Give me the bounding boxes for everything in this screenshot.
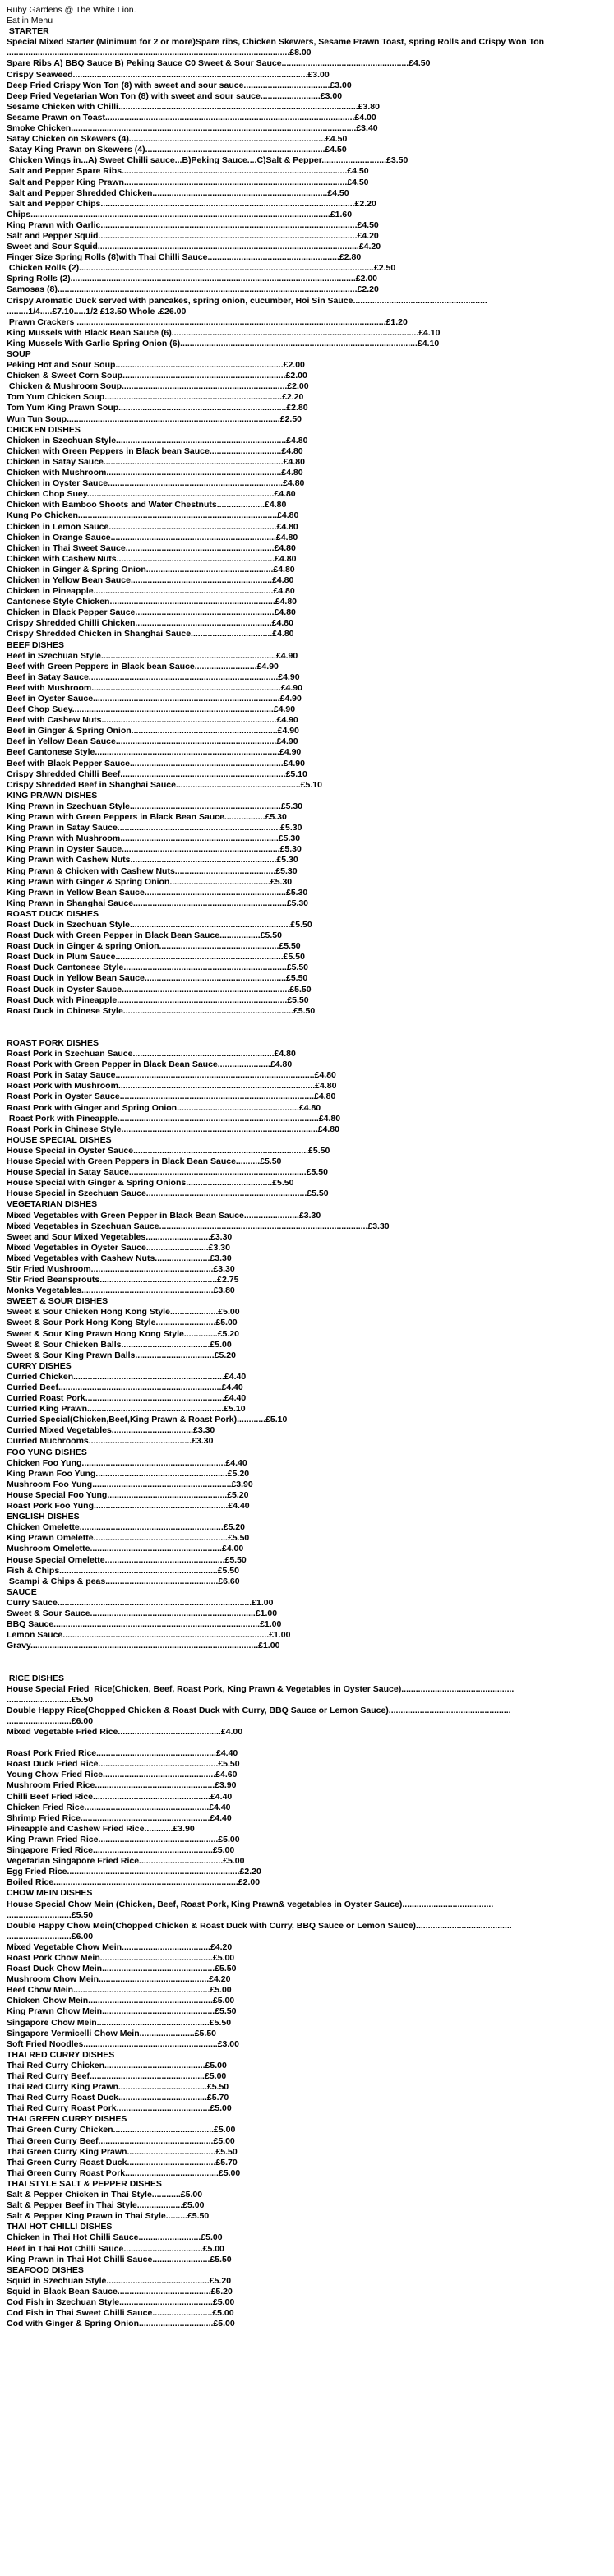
menu-item: Cod Fish in Thai Sweet Chilli Sauce.........................£5.00	[7, 2308, 234, 2319]
menu-item: Peking Hot and Sour Soup......................................................................£2.00	[7, 360, 305, 371]
restaurant-title: Ruby Gardens @ The White Lion.	[7, 5, 136, 15]
menu-item: Beef in Ginger & Spring Onion.............................................................£4.90	[7, 726, 299, 736]
menu-item: Finger Size Spring Rolls (8)with Thai Chilli Sauce.......................................................£2.80	[7, 252, 362, 263]
blank-line	[7, 1662, 614, 1673]
menu-item: ...........................£5.50	[7, 1694, 94, 1705]
menu-item: BBQ Sauce......................................................................................£1.00	[7, 1619, 282, 1630]
menu-item: Beef with Cashew Nuts.........................................................................£4.90	[7, 715, 298, 726]
section-heading: SWEET & SOUR DISHES	[7, 1296, 108, 1307]
menu-item: Tom Yum Chicken Soup..........................................................................£2.20	[7, 392, 304, 403]
menu-item: Chicken Chop Suey..............................................................................£4.80	[7, 489, 296, 500]
menu-item: Roast Pork with Green Pepper in Black Bean Sauce......................£4.80	[7, 1059, 293, 1070]
menu-item: House Special Chow Mein (Chicken, Beef, Roast Pork, King Prawn& vegetables in Oyster Sauce)......................................	[7, 1899, 494, 1909]
menu-item: King Prawn in Yellow Bean Sauce...........................................................£5.30	[7, 887, 308, 898]
menu-item: Roast Duck in Chinese Style.......................................................................£5.50	[7, 1005, 316, 1016]
menu-item: ......................................................................................................................£8.00	[7, 48, 312, 58]
section-heading: ROAST DUCK DISHES	[7, 908, 99, 919]
menu-item: Tom Yum King Prawn Soup......................................................................£2.80	[7, 403, 308, 413]
menu-item: King Prawn with Ginger & Spring Onion..........................................£5.30	[7, 876, 293, 887]
menu-item: Thai Green Curry King Prawn.....................................£5.50	[7, 2146, 238, 2157]
menu-item: Sweet and Sour Squid.............................................................................................................£4.20	[7, 242, 381, 252]
menu-item: Crispy Shredded Chicken in Shanghai Sauce..................................£4.80	[7, 629, 294, 639]
menu-item: Singapore Chow Mein...............................................£5.50	[7, 2017, 232, 2028]
menu-item: Kung Po Chicken...................................................................................£4.80	[7, 510, 299, 521]
menu-item: ...........................£6.00	[7, 1931, 94, 1941]
menu-item: Egg Fried Rice........................................................................£2.20	[7, 1867, 261, 1877]
menu-item: Thai Green Curry Roast Pork.......................................£5.00	[7, 2167, 241, 2178]
menu-item: Curried Roast Pork..........................................................£4.40	[7, 1393, 247, 1404]
menu-item: Vegetarian Singapore Fried Rice...................................£5.00	[7, 1856, 245, 1867]
menu-item: King Prawn Omelette........................................................£5.50	[7, 1533, 250, 1544]
menu-item: Cod with Ginger & Spring Onion...............................£5.00	[7, 2319, 235, 2329]
menu-item: Chips.............................................................................................................................£1.60	[7, 209, 353, 219]
menu-item: Roast Pork Fried Rice..................................................£4.40	[7, 1748, 238, 1759]
menu-item: Crispy Shredded Beef in Shanghai Sauce....................................................£5.10	[7, 779, 322, 790]
menu-item: House Special Foo Yung..................................................£5.20	[7, 1489, 249, 1500]
menu-item: Chicken in Ginger & Spring Onion.....................................................£4.80	[7, 564, 295, 575]
menu-item: Salt and Pepper Chips..........................................................................................................£2.20	[7, 198, 376, 209]
menu-item: Thai Red Curry Chicken..........................................£5.00	[7, 2060, 227, 2070]
menu-item: Beef Cantonese Style.............................................................................£4.90	[7, 747, 302, 758]
blank-line	[7, 1017, 614, 1027]
menu-item: Chicken in Yellow Bean Sauce...........................................................£4.80	[7, 575, 294, 585]
menu-item: Crispy Aromatic Duck served with pancakes, spring onion, cucumber, Hoi Sin Sauce........................................................	[7, 295, 487, 306]
menu-item: Roast Duck Fried Rice..................................................£5.50	[7, 1759, 240, 1770]
menu-item: House Special with Ginger & Spring Onions....................................£5.50	[7, 1178, 294, 1189]
menu-item: Roast Duck with Green Pepper in Black Bean Sauce.................£5.50	[7, 930, 282, 941]
menu-subtitle: Eat in Menu	[7, 16, 53, 26]
menu-item: Beef with Mushroom...............................................................................£4.90	[7, 682, 302, 693]
menu-item: House Special in Oyster Sauce.........................................................................£5.50	[7, 1145, 330, 1156]
menu-item: Beef in Satay Sauce...............................................................................£4.90	[7, 672, 300, 682]
menu-item: Chicken in Thai Hot Chilli Sauce..........................£5.00	[7, 2232, 223, 2243]
menu-item: Shrimp Fried Rice......................................................£4.40	[7, 1812, 232, 1823]
section-heading: RICE DISHES	[7, 1673, 65, 1683]
section-heading: BEEF DISHES	[7, 639, 65, 650]
menu-item: Mixed Vegetables with Cashew Nuts.......................£3.30	[7, 1253, 232, 1263]
menu-item: Double Happy Chow Mein(Chopped Chicken & Roast Duck with Curry, BBQ Sauce or Lemon Sauce)........................................	[7, 1920, 512, 1931]
menu-item: Mixed Vegetables in Szechuan Sauce.......................................................................................£3.30	[7, 1221, 390, 1231]
menu-item: Scampi & Chips & peas...............................................£6.60	[7, 1576, 240, 1586]
menu-item: Beef with Black Pepper Sauce................................................................£4.90	[7, 758, 305, 769]
menu-item: Chicken with Green Peppers in Black bean Sauce..............................£4.80	[7, 445, 303, 456]
menu-item: Chicken in Orange Sauce.....................................................................£4.80	[7, 532, 298, 542]
menu-item: ...........................£5.50	[7, 1909, 94, 1920]
section-heading: HOUSE SPECIAL DISHES	[7, 1134, 112, 1145]
menu-item: Chicken Wings in...A) Sweet Chilli sauce...B)Peking Sauce....C)Salt & Pepper...........................£3.50	[7, 155, 409, 166]
menu-item: Deep Fried Vegetarian Won Ton (8) with sweet and sour sauce.........................£3.00	[7, 90, 343, 101]
menu-item: Sweet & Sour Pork Hong Kong Style.........................£5.00	[7, 1318, 238, 1328]
menu-item: Cod Fish in Szechuan Style.......................................£5.00	[7, 2297, 235, 2307]
menu-item: King Prawn Chow Mein...............................................£5.50	[7, 2006, 237, 2017]
menu-item: Thai Red Curry Beef................................................£5.00	[7, 2071, 227, 2081]
menu-item: Samosas (8).............................................................................................................................£2.20	[7, 284, 379, 295]
menu-item: Beef in Oyster Sauce..............................................................................£4.90	[7, 694, 302, 704]
section-heading: STARTER	[7, 26, 49, 37]
menu-item: King Prawn & Chicken with Cashew Nuts..........................................£5.30	[7, 866, 298, 876]
menu-item: House Special Omelette..................................................£5.50	[7, 1554, 247, 1565]
section-heading: CHOW MEIN DISHES	[7, 1888, 93, 1899]
menu-item: Sweet & Sour Chicken Balls.....................................£5.00	[7, 1339, 232, 1350]
menu-item: Beef Chow Mein.........................................................£5.00	[7, 1985, 232, 1996]
menu-item: King Prawn Fried Rice..................................................£5.00	[7, 1834, 240, 1844]
menu-item: Mushroom Omelette.......................................................£4.00	[7, 1544, 244, 1554]
menu-item: Crispy Shredded Chilli Chicken.........................................................£4.80	[7, 618, 293, 629]
menu-item: Spare Ribs A) BBQ Sauce B) Peking Sauce C0 Sweet & Sour Sauce.....................................................£4.50	[7, 58, 431, 69]
menu-item: Mixed Vegetables with Green Pepper in Black Bean Sauce.......................£3.30	[7, 1210, 321, 1221]
menu-item: Mixed Vegetables in Oyster Sauce..........................£3.30	[7, 1242, 230, 1253]
menu-item: Roast Duck in Plum Sauce......................................................................£5.50	[7, 952, 305, 963]
section-heading: ENGLISH DISHES	[7, 1512, 80, 1522]
menu-item: Salt & Pepper Chicken in Thai Style............£5.00	[7, 2190, 203, 2200]
menu-item: Beef in Szechuan Style.........................................................................£4.90	[7, 650, 298, 661]
menu-item: King Prawn with Garlic...........................................................................................................£4.50	[7, 219, 379, 230]
menu-item: Roast Duck in Oyster Sauce......................................................................£5.50	[7, 984, 312, 995]
menu-item: Beef Chop Suey....................................................................................£4.90	[7, 704, 296, 715]
menu-item: Curried Muchrooms...........................................£3.30	[7, 1436, 214, 1447]
menu-item: Satay King Prawn on Skewers (4)...........................................................................£4.50	[7, 145, 347, 155]
menu-item: Chicken Foo Yung............................................................£4.40	[7, 1457, 247, 1468]
menu-item: Chicken Chow Mein....................................................£5.00	[7, 1996, 235, 2006]
menu-item: King Prawn in Oyster Sauce..................................................................£5.30	[7, 844, 302, 855]
menu-item: Mushroom Foo Yung..........................................................£3.90	[7, 1479, 253, 1489]
menu-item: Roast Duck in Yellow Bean Sauce...........................................................£5.50	[7, 973, 308, 984]
menu-item: Thai Red Curry Roast Duck.....................................£5.70	[7, 2093, 229, 2103]
section-heading: CHICKEN DISHES	[7, 424, 81, 435]
blank-line	[7, 1027, 614, 1038]
menu-item: Curried Mixed Vegetables..................................£3.30	[7, 1425, 215, 1436]
menu-item: Mushroom Chow Mein..............................................£4.20	[7, 1974, 231, 1985]
menu-item: Thai Red Curry King Prawn.....................................£5.50	[7, 2082, 229, 2093]
menu-item: King Prawn with Mushroom..................................................................£5.30	[7, 833, 301, 844]
menu-item: Smoke Chicken.......................................................................................................................£3.40	[7, 123, 378, 134]
menu-item: Curry Sauce.................................................................................£1.00	[7, 1597, 274, 1608]
menu-item: ...........................£6.00	[7, 1715, 94, 1726]
menu-item: Salt & Pepper King Prawn in Thai Style.........£5.50	[7, 2211, 210, 2222]
menu-item: Sesame Chicken with Chilli....................................................................................................£3.80	[7, 101, 380, 112]
menu-item: Prawn Crackers .................................................................................................................................£1.20	[7, 316, 408, 327]
menu-item: House Special in Satay Sauce..........................................................................£5.50	[7, 1167, 328, 1178]
menu-item: King Prawn in Satay Sauce....................................................................£5.30	[7, 823, 302, 833]
section-heading: KING PRAWN DISHES	[7, 790, 98, 801]
menu-item: Special Mixed Starter (Minimum for 2 or more)Spare ribs, Chicken Skewers, Sesame Prawn Toast, spring Rolls and Crispy Won Ton	[7, 37, 545, 48]
menu-item: Stir Fried Beansprouts.................................................£2.75	[7, 1275, 239, 1286]
section-heading: FOO YUNG DISHES	[7, 1447, 87, 1457]
menu-item: Roast Pork Foo Yung........................................................£4.40	[7, 1501, 250, 1512]
menu-item: Roast Duck in Ginger & spring Onion..................................................£5.50	[7, 941, 301, 952]
menu-item: Soft Fried Noodles........................................................£3.00	[7, 2038, 239, 2049]
menu-item: Curried Chicken...............................................................£4.40	[7, 1371, 247, 1382]
menu-item: Satay Chicken on Skewers (4)..................................................................................£4.50	[7, 134, 348, 145]
menu-item: Salt and Pepper Squid............................................................................................................£4.20	[7, 230, 379, 241]
menu-item: Chicken in Szechuan Style.......................................................................£4.80	[7, 435, 308, 445]
menu-item: Sweet and Sour Mixed Vegetables...........................£3.30	[7, 1231, 233, 1242]
menu-item: Stir Fried Mushroom...................................................£3.30	[7, 1263, 235, 1274]
menu-item: Roast Pork with Mushroom..................................................................................£4.80	[7, 1081, 337, 1092]
menu-item: Crispy Seaweed..................................................................................................£3.00	[7, 69, 330, 80]
menu-item: Chicken in Oyster Sauce.........................................................................£4.80	[7, 478, 305, 489]
section-heading: THAI RED CURRY DISHES	[7, 2049, 115, 2060]
menu-item: .........1/4.....£7.10.....1/2 £13.50 Whole .£26.00	[7, 306, 187, 316]
menu-item: Salt and Pepper King Prawn.............................................................................................£4.50	[7, 177, 369, 187]
menu-item: Spring Rolls (2).......................................................................................................................£2.00	[7, 274, 378, 284]
menu-item: Roast Duck with Pineapple.......................................................................£5.50	[7, 995, 309, 1005]
menu-item: Salt & Pepper Beef in Thai Style...................£5.00	[7, 2200, 205, 2211]
menu-item: Roast Duck Cantonese Style....................................................................£5.50	[7, 963, 309, 973]
menu-item: Crispy Shredded Chilli Beef.....................................................................£5.10	[7, 769, 307, 779]
menu-item: King Prawn with Green Peppers in Black Bean Sauce.................£5.30	[7, 812, 287, 823]
menu-item: Sweet & Sour Chicken Hong Kong Style....................£5.00	[7, 1307, 240, 1318]
menu-item: Boiled Rice.............................................................................£2.00	[7, 1877, 261, 1888]
blank-line	[7, 1738, 614, 1748]
section-heading: VEGETARIAN DISHES	[7, 1199, 98, 1210]
menu-item: Beef in Yellow Bean Sauce...................................................................£4.90	[7, 736, 298, 747]
menu-item: Beef with Green Peppers in Black bean Sauce..........................£4.90	[7, 661, 279, 672]
menu-item: Chicken Rolls (2)...........................................................................................................................£2.50	[7, 263, 396, 274]
menu-item: Roast Pork in Szechuan Sauce...........................................................£4.80	[7, 1049, 296, 1059]
menu-item: Chicken in Thai Sweet Sauce..............................................................£4.80	[7, 542, 296, 553]
menu-item: Mushroom Fried Rice..................................................£3.90	[7, 1780, 237, 1791]
menu-item: Sesame Prawn on Toast........................................................................................................£4.00	[7, 112, 376, 122]
section-heading: THAI GREEN CURRY DISHES	[7, 2114, 127, 2125]
menu-item: King Prawn in Thai Hot Chilli Sauce........................£5.50	[7, 2254, 232, 2264]
menu-item: Chicken with Bamboo Shoots and Water Chestnuts....................£4.80	[7, 500, 287, 510]
menu-item: King Mussels with Black Bean Sauce (6).......................................................................................................£4.10	[7, 327, 441, 338]
menu-item: Pineapple and Cashew Fried Rice............£3.90	[7, 1823, 195, 1834]
menu-item: Sweet & Sour King Prawn Balls.................................£5.20	[7, 1350, 236, 1360]
section-heading: SEAFOOD DISHES	[7, 2264, 84, 2275]
menu-item: Thai Green Curry Chicken..........................................£5.00	[7, 2125, 236, 2135]
section-heading: THAI HOT CHILLI DISHES	[7, 2222, 113, 2232]
menu-item: King Prawn Foo Yung.......................................................£5.20	[7, 1468, 250, 1479]
menu-item: Squid in Szechuan Style...........................................£5.20	[7, 2275, 232, 2286]
menu-item: House Special with Green Peppers in Black Bean Sauce..........£5.50	[7, 1156, 282, 1167]
menu-item: Roast Pork Chow Mein...............................................£5.00	[7, 1952, 235, 1963]
menu-item: Chicken in Black Pepper Sauce..........................................................£4.80	[7, 607, 296, 618]
menu-item: Roast Duck Chow Mein...............................................£5.50	[7, 1964, 237, 1974]
menu-item: Roast Pork with Ginger and Spring Onion...................................................£4.80	[7, 1102, 321, 1113]
menu-item: King Prawn in Shanghai Sauce................................................................£5.30	[7, 898, 309, 908]
menu-item: Mixed Vegetable Fried Rice...........................................£4.00	[7, 1727, 243, 1737]
section-heading: ROAST PORK DISHES	[7, 1038, 99, 1048]
menu-item: Roast Pork with Pineapple....................................................................................£4.80	[7, 1113, 341, 1124]
section-heading: CURRY DISHES	[7, 1360, 72, 1371]
menu-item: Chicken & Sweet Corn Soup....................................................................£2.00	[7, 371, 307, 381]
menu-item: Salt and Pepper Shredded Chicken.........................................................................£4.50	[7, 187, 349, 198]
menu-item: Lemon Sauce......................................................................................£1.00	[7, 1630, 291, 1641]
menu-item: King Prawn in Szechuan Style...............................................................£5.30	[7, 801, 303, 811]
section-heading: SOUP	[7, 349, 31, 359]
menu-list	[7, 26, 614, 2329]
menu-item: Chilli Beef Fried Rice.................................................£4.40	[7, 1791, 233, 1802]
menu-item: Double Happy Rice(Chopped Chicken & Roast Duck with Curry, BBQ Sauce or Lemon Sauce)...................................................	[7, 1705, 511, 1715]
menu-item: Chicken in Satay Sauce...........................................................................£4.80	[7, 456, 305, 467]
menu-item: Curried Special(Chicken,Beef,King Prawn & Roast Pork)............£5.10	[7, 1415, 288, 1425]
menu-item: Chicken Fried Rice....................................................£4.40	[7, 1802, 231, 1812]
menu-item: King Prawn with Cashew Nuts.............................................................£5.30	[7, 855, 298, 866]
section-heading: THAI STYLE SALT & PEPPER DISHES	[7, 2178, 162, 2189]
menu-item: Roast Pork in Satay Sauce...................................................................................£4.80	[7, 1070, 336, 1081]
menu-item: King Mussels With Garlic Spring Onion (6)...................................................................................................£4.10	[7, 338, 440, 349]
menu-item: House Special Fried Rice(Chicken, Beef, Roast Pork, King Prawn & Vegetables in Oyster Sauce)...............................................	[7, 1683, 515, 1694]
menu-item: Mixed Vegetable Chow Mein.....................................£4.20	[7, 1941, 233, 1952]
menu-item: Roast Pork in Oyster Sauce.................................................................................£4.80	[7, 1092, 336, 1102]
menu-item: Cantonese Style Chicken.....................................................................£4.80	[7, 597, 298, 607]
menu-item: Chicken with Cashew Nuts..................................................................£4.80	[7, 553, 297, 564]
menu-item: Chicken & Mushroom Soup.....................................................................£2.00	[7, 381, 309, 392]
menu-item: Roast Pork in Chinese Style..................................................................................£4.80	[7, 1124, 339, 1134]
menu-item: Thai Green Curry Beef................................................£5.00	[7, 2135, 235, 2146]
menu-item: Roast Duck in Szechuan Style...................................................................£5.50	[7, 919, 312, 930]
menu-item: Chicken Omelette............................................................£5.20	[7, 1522, 246, 1533]
menu-item: Curried King Prawn.........................................................£5.10	[7, 1404, 246, 1415]
menu-item: Deep Fried Crispy Won Ton (8) with sweet and sour sauce....................................£3.00	[7, 80, 352, 90]
section-heading: SAUCE	[7, 1586, 37, 1597]
menu-item: Thai Red Curry Roast Pork.......................................£5.00	[7, 2103, 232, 2114]
menu-item: Chicken in Pineapple...........................................................................£4.80	[7, 586, 295, 597]
menu-item: Sweet & Sour King Prawn Hong Kong Style..............£5.20	[7, 1328, 239, 1339]
menu-item: Thai Green Curry Roast Duck.....................................£5.70	[7, 2157, 238, 2167]
blank-line	[7, 1651, 614, 1662]
menu-item: Sweet & Sour Sauce.....................................................................£1.00	[7, 1608, 278, 1618]
menu-item: Singapore Fried Rice..................................................£5.00	[7, 1845, 235, 1856]
menu-item: Squid in Black Bean Sauce.......................................£5.20	[7, 2286, 233, 2297]
menu-item: House Special in Szechuan Sauce...................................................................£5.50	[7, 1189, 329, 1199]
menu-item: Beef in Thai Hot Chilli Sauce.................................£5.00	[7, 2243, 224, 2254]
menu-item: Young Chow Fried Rice...............................................£4.60	[7, 1770, 238, 1780]
menu-item: Singapore Vermicelli Chow Mein.......................£5.50	[7, 2028, 216, 2038]
menu-item: Wun Tun Soup.........................................................................................£2.50	[7, 413, 302, 424]
menu-item: Chicken with Mushroom.........................................................................£4.80	[7, 468, 303, 478]
menu-item: Monks Vegetables.......................................................£3.80	[7, 1286, 235, 1296]
menu-item: Salt and Pepper Spare Ribs..............................................................................................£4.50	[7, 166, 369, 177]
menu-item: Curried Beef....................................................................£4.40	[7, 1383, 243, 1392]
menu-item: Fish & Chips..................................................................£5.50	[7, 1565, 239, 1576]
menu-item: Gravy...............................................................................................£1.00	[7, 1641, 280, 1651]
menu-item: Chicken in Lemon Sauce......................................................................£4.80	[7, 521, 298, 532]
